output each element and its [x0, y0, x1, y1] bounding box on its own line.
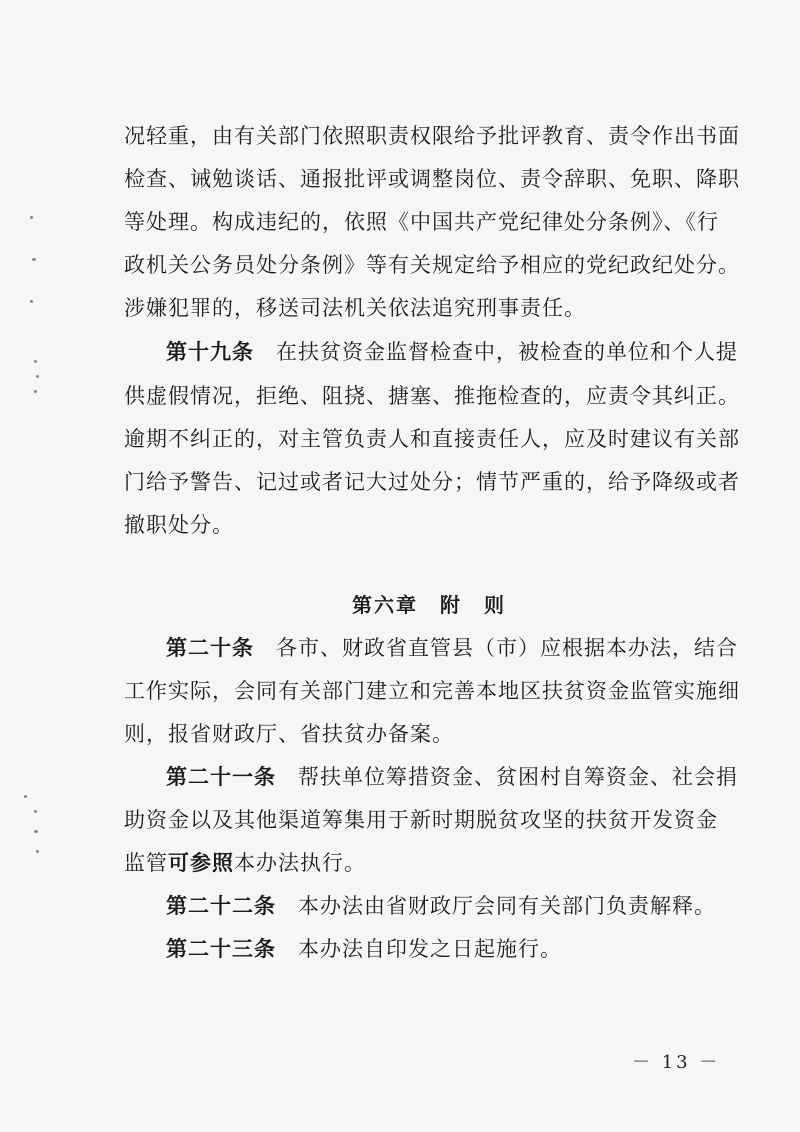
article-20-label: 第二十条 — [166, 636, 254, 660]
article-23-label: 第二十三条 — [166, 937, 276, 961]
text-span: 本办法执行。 — [234, 851, 366, 875]
article-19-first-line — [166, 339, 738, 365]
paragraph-line: 等处理。构成违纪的，依照《中国共产党纪律处分条例》、《行 — [124, 210, 719, 234]
paragraph-line: 工作实际，会同有关部门建立和完善本地区扶贫资金监管实施细 — [124, 679, 740, 703]
article-21-text: 帮扶单位筹措资金、贫困村自筹资金、社会捐 — [298, 765, 738, 789]
paragraph-line: 则，报省财政厅、省扶贫办备案。 — [124, 722, 454, 746]
article-22-label: 第二十二条 — [166, 894, 276, 918]
page-number: － 13 － — [632, 1052, 721, 1073]
article-23-line — [166, 936, 562, 962]
paragraph-line: 撤职处分。 — [124, 513, 234, 537]
article-23-text: 本办法自印发之日起施行。 — [298, 937, 562, 961]
paragraph-line: 逾期不纠正的，对主管负责人和直接责任人，应及时建议有关部 — [124, 427, 740, 451]
article-20-first-line — [166, 635, 738, 661]
paragraph-line: 涉嫌犯罪的，移送司法机关依法追究刑事责任。 — [124, 296, 586, 320]
article-19-label: 第十九条 — [166, 340, 254, 364]
text-span: 监管 — [124, 851, 168, 875]
article-20-text: 各市、财政省直管县（市）应根据本办法，结合 — [276, 636, 738, 660]
article-21-last-line — [124, 850, 366, 876]
paragraph-line: 助资金以及其他渠道筹集用于新时期脱贫攻坚的扶贫开发资金 — [124, 808, 718, 832]
chapter-heading: 第六章 附 则 — [352, 593, 506, 617]
paragraph-line: 政机关公务员处分条例》等有关规定给予相应的党纪政纪处分。 — [124, 253, 740, 277]
article-21-label: 第二十一条 — [166, 765, 276, 789]
paragraph-line: 供虚假情况，拒绝、阻挠、搪塞、推拖检查的，应责令其纠正。 — [124, 384, 740, 408]
paragraph-line: 门给予警告、记过或者记大过处分；情节严重的，给予降级或者 — [124, 470, 740, 494]
article-22-line — [166, 893, 716, 919]
scan-specks — [18, 200, 58, 900]
article-21-first-line — [166, 764, 738, 790]
bold-phrase: 可参照 — [168, 851, 234, 875]
paragraph-line: 检查、诫勉谈话、通报批评或调整岗位、责令辞职、免职、降职 — [124, 167, 740, 191]
article-19-text: 在扶贫资金监督检查中，被检查的单位和个人提 — [276, 340, 738, 364]
article-22-text: 本办法由省财政厅会同有关部门负责解释。 — [298, 894, 716, 918]
paragraph-line: 况轻重，由有关部门依照职责权限给予批评教育、责令作出书面 — [124, 124, 740, 148]
